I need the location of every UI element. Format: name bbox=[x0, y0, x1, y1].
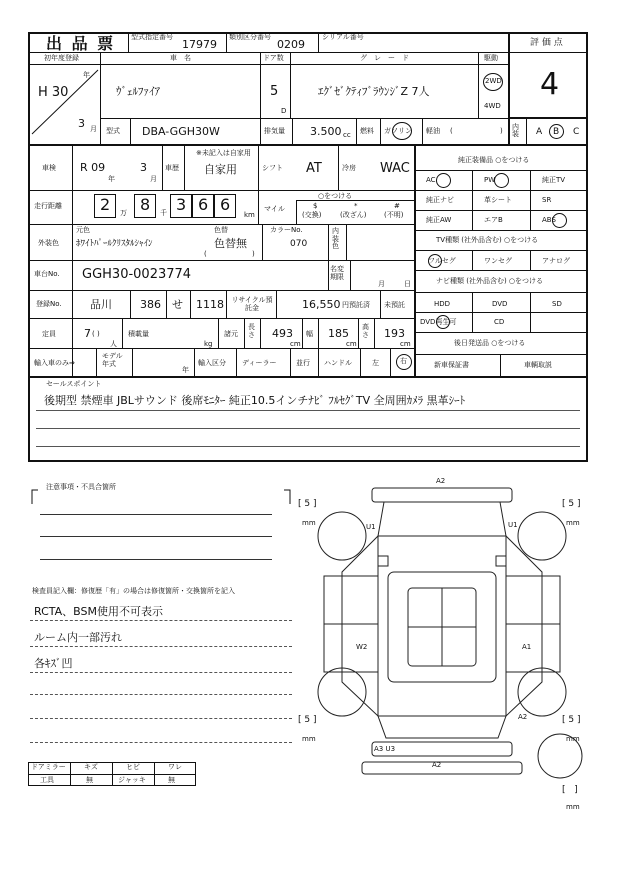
capacity-unit: 人 bbox=[110, 340, 117, 348]
mark-front-bumper: A2 bbox=[436, 477, 446, 485]
mm-unit-top-left: mm bbox=[302, 519, 316, 527]
mileage-digit-1: 2 bbox=[100, 195, 111, 214]
serial-number-label: シリアル番号 bbox=[322, 33, 364, 41]
import-category-label: 輸入区分 bbox=[198, 359, 226, 367]
mileage-label: 走行距離 bbox=[34, 202, 62, 210]
capacity-value: 7 bbox=[84, 327, 91, 340]
model-value: DBA-GGH30W bbox=[142, 125, 220, 138]
parts-value-3: ジャッキ bbox=[118, 776, 146, 784]
reg-kana: せ bbox=[172, 298, 183, 311]
height-value: 193 bbox=[384, 327, 405, 340]
drive-label: 駆動 bbox=[484, 54, 498, 62]
reg-class: 386 bbox=[140, 298, 161, 311]
history-label: 車歴 bbox=[165, 164, 179, 172]
load-unit: kg bbox=[204, 340, 213, 348]
parts-header-4: ワレ bbox=[168, 763, 182, 771]
mark-rear-bumper: A2 bbox=[432, 761, 442, 769]
history-value: 自家用 bbox=[204, 163, 237, 176]
unknown-symbol: # bbox=[394, 202, 400, 210]
equipment-item-2-1: エアB bbox=[484, 216, 503, 224]
navi-sd: SD bbox=[552, 300, 562, 308]
new-color-label: 色替 bbox=[214, 226, 228, 234]
history-note: ※未記入は自家用 bbox=[196, 149, 251, 157]
interior-score-label: 内装 bbox=[512, 123, 519, 138]
mm-bracket-bottom-right: [ 5 ] bbox=[562, 715, 581, 725]
chassis-label: 車台No. bbox=[34, 270, 60, 278]
mm-bracket-spare: [ ] bbox=[562, 785, 578, 795]
equipment-item-1-0: 純正ナビ bbox=[426, 196, 454, 204]
height-unit: cm bbox=[400, 340, 411, 348]
inspection-month-suffix: 月 bbox=[150, 175, 157, 183]
mark-right-side: A1 bbox=[522, 643, 532, 651]
grade-label: グ レ ー ド bbox=[360, 54, 409, 62]
later-shipment-title: 後日発送品 ○をつける bbox=[454, 339, 526, 347]
diesel-paren-close: ) bbox=[500, 127, 503, 135]
equipment-title: 純正装備品 ○をつける bbox=[458, 156, 530, 164]
sales-point-label: セールスポイント bbox=[46, 380, 102, 388]
capacity-paren: ( ) bbox=[92, 330, 100, 338]
equipment-item-0-2: 純正TV bbox=[542, 176, 566, 184]
inspection-label: 車検 bbox=[42, 164, 56, 172]
navi-cd: CD bbox=[494, 318, 505, 326]
exchange-label: (交換) bbox=[302, 211, 322, 219]
length-value: 493 bbox=[272, 327, 293, 340]
mm-unit-top-right: mm bbox=[566, 519, 580, 527]
year-suffix: 年 bbox=[83, 71, 90, 79]
recycle-label: リサイクル預託金 bbox=[231, 296, 273, 313]
doors-value: 5 bbox=[270, 84, 279, 99]
mark-right-rear: A2 bbox=[518, 713, 528, 721]
model-year-unit: 年 bbox=[182, 366, 189, 374]
parts-value-1: 工具 bbox=[40, 776, 54, 784]
first-reg-month: 3 bbox=[78, 117, 85, 130]
first-reg-label: 初年度登録 bbox=[44, 54, 79, 62]
color-code-value: 070 bbox=[290, 239, 308, 249]
length-label: 長さ bbox=[248, 323, 255, 339]
mark-right-front-wheel: U1 bbox=[508, 521, 518, 529]
notes-bracket bbox=[26, 484, 296, 574]
equipment-item-0-1: PW bbox=[484, 176, 496, 184]
name-change-day: 日 bbox=[404, 280, 411, 288]
tv-type-title: TV種類 (社外品含む) ○をつける bbox=[436, 236, 539, 244]
reg-number: 1118 bbox=[196, 298, 224, 311]
inspection-year-suffix: 年 bbox=[108, 175, 115, 183]
form-number-value: 17979 bbox=[182, 38, 217, 51]
fuel-diesel: 軽油 bbox=[426, 127, 440, 135]
chassis-value: GGH30-0023774 bbox=[82, 267, 192, 282]
score-value: 4 bbox=[540, 67, 560, 102]
parts-value-2: 無 bbox=[86, 776, 93, 784]
mileage-digit-4: 6 bbox=[198, 195, 209, 214]
capacity-label: 定員 bbox=[42, 330, 56, 338]
interior-score-a: A bbox=[536, 127, 543, 137]
specs-label: 諸元 bbox=[224, 330, 238, 338]
equipment-item-0-0: AC bbox=[426, 176, 436, 184]
new-color-value: 色替無 bbox=[214, 237, 247, 250]
recycle-unit: 円預託済 bbox=[342, 301, 370, 309]
width-value: 185 bbox=[328, 327, 349, 340]
mile-label: マイル bbox=[264, 205, 285, 213]
form-title: 出 品 票 bbox=[46, 34, 116, 53]
recycle-value: 16,550 bbox=[302, 298, 341, 311]
handle-right: 右 bbox=[400, 357, 407, 365]
original-color-value: ﾎﾜｲﾄﾊﾟｰﾙｸﾘｽﾀﾙｼｬｲﾝ bbox=[76, 239, 153, 249]
mileage-unit: km bbox=[244, 211, 255, 219]
color-code-label: カラーNo. bbox=[270, 226, 303, 234]
mileage-sen: 千 bbox=[160, 209, 167, 217]
displacement-label: 排気量 bbox=[264, 127, 285, 135]
new-color-paren-close: ) bbox=[252, 250, 255, 258]
inspector-label: 検査員記入欄：修復歴「有」の場合は修復箇所・交換箇所を記入 bbox=[32, 587, 235, 595]
mm-unit-bottom-right: mm bbox=[566, 735, 580, 743]
interior-score-c: C bbox=[573, 127, 580, 137]
tv-item-oneseg: ワンセグ bbox=[484, 257, 512, 265]
width-unit: cm bbox=[346, 340, 357, 348]
interior-color-label: 内装色 bbox=[332, 227, 339, 251]
tampered-symbol: * bbox=[354, 202, 358, 210]
parts-header-2: キズ bbox=[84, 763, 98, 771]
equipment-item-2-2: ABS bbox=[542, 216, 556, 224]
original-color-label: 元色 bbox=[76, 226, 90, 234]
note-line-3: 各ｷｽﾞ凹 bbox=[34, 657, 73, 670]
score-label: 評 価 点 bbox=[530, 38, 563, 48]
inspection-month: 3 bbox=[140, 161, 147, 174]
shift-label: シフト bbox=[262, 164, 283, 172]
name-change-month: 月 bbox=[378, 280, 385, 288]
equipment-circle-0-0 bbox=[436, 173, 451, 188]
height-label: 高さ bbox=[362, 323, 369, 339]
model-year-label: モデル年式 bbox=[102, 352, 123, 368]
parts-value-4: 無 bbox=[168, 776, 175, 784]
mark-left-front-wheel: U1 bbox=[366, 523, 376, 531]
import-label: 輸入車のみ⇒ bbox=[34, 359, 75, 367]
reg-label: 登録No. bbox=[36, 300, 62, 308]
tv-item-analog: アナログ bbox=[542, 257, 570, 265]
class-number-value: 0209 bbox=[277, 38, 305, 51]
inspection-value: R 09 bbox=[80, 161, 106, 174]
notes-label: 注意事項・不具合箇所 bbox=[46, 483, 116, 491]
mark-left-side: W2 bbox=[356, 643, 368, 651]
reg-area: 品川 bbox=[90, 298, 112, 311]
interior-score-b: B bbox=[553, 127, 560, 137]
equipment-item-1-2: SR bbox=[542, 196, 552, 204]
drive-4wd: 4WD bbox=[484, 102, 501, 110]
mileage-digit-3: 3 bbox=[176, 195, 187, 214]
model-label: 型式 bbox=[106, 127, 120, 135]
navi-hdd: HDD bbox=[434, 300, 451, 308]
displacement-unit: cc bbox=[343, 131, 351, 139]
import-dealer: ディーラー bbox=[242, 359, 277, 367]
note-line-1: RCTA、BSM使用不可表示 bbox=[34, 605, 163, 618]
mm-unit-spare: mm bbox=[566, 803, 580, 811]
form-number-label: 型式指定番号 bbox=[131, 33, 173, 41]
car-damage-diagram bbox=[292, 476, 592, 816]
mm-bracket-top-left: [ 5 ] bbox=[298, 499, 317, 509]
new-color-paren-open: ( bbox=[204, 250, 207, 258]
mark-rear-left: A3 U3 bbox=[374, 745, 396, 753]
ac-value: WAC bbox=[380, 161, 410, 176]
note-line-2: ルーム内一部汚れ bbox=[34, 631, 122, 644]
first-reg-era: H 30 bbox=[38, 85, 69, 100]
month-suffix: 月 bbox=[90, 125, 97, 133]
exterior-color-label: 外装色 bbox=[38, 239, 59, 247]
mileage-digit-5: 6 bbox=[220, 195, 231, 214]
ac-label: 冷房 bbox=[342, 164, 356, 172]
tampered-label: (改ざん) bbox=[340, 211, 367, 219]
car-name-value: ｳﾞｪﾙﾌｧｲｱ bbox=[116, 85, 160, 98]
diesel-paren: ( bbox=[450, 127, 453, 135]
mileage-digit-2: 8 bbox=[140, 195, 151, 214]
handle-label: ハンドル bbox=[324, 359, 352, 367]
shift-value: AT bbox=[306, 161, 322, 176]
doors-label: ドア数 bbox=[263, 54, 284, 62]
doors-d: D bbox=[281, 107, 287, 115]
mileage-man: 万 bbox=[120, 209, 127, 217]
exchange-symbol: $ bbox=[313, 202, 318, 210]
displacement-value: 3.500 bbox=[310, 125, 342, 138]
width-label: 幅 bbox=[306, 330, 313, 338]
mm-unit-bottom-left: mm bbox=[302, 735, 316, 743]
grade-value: ｴｸﾞｾﾞｸﾃｨﾌﾞﾗｳﾝｼﾞZ 7人 bbox=[318, 85, 430, 98]
drive-2wd: 2WD bbox=[485, 77, 502, 85]
mileage-circle-label: ○をつける bbox=[318, 192, 353, 200]
fuel-gasoline: ガソリン bbox=[384, 127, 412, 135]
mm-bracket-top-right: [ 5 ] bbox=[562, 499, 581, 509]
unknown-label: (不明) bbox=[384, 211, 404, 219]
tv-item-fullseg: フルセグ bbox=[428, 257, 456, 265]
mm-bracket-bottom-left: [ 5 ] bbox=[298, 715, 317, 725]
equipment-circle-0-1 bbox=[494, 173, 509, 188]
sales-point-text: 後期型 禁煙車 JBLサウンド 後席ﾓﾆﾀｰ 純正10.5インチﾅﾋﾞ ﾌﾙｾｸﾞTV 全周囲ｶﾒﾗ 黒革ｼｰﾄ bbox=[44, 394, 466, 407]
parts-header-1: ドアミラー bbox=[31, 763, 66, 771]
later-warranty: 新車保証書 bbox=[434, 361, 469, 369]
class-number-label: 類別区分番号 bbox=[229, 33, 271, 41]
length-unit: cm bbox=[290, 340, 301, 348]
load-label: 積載量 bbox=[128, 330, 149, 338]
equipment-item-1-1: 革シート bbox=[484, 196, 512, 204]
handle-left: 左 bbox=[372, 359, 379, 367]
import-parallel: 並行 bbox=[296, 359, 310, 367]
recycle-unpaid: 未預託 bbox=[384, 301, 405, 309]
navi-dvd-play: DVD再生可 bbox=[420, 318, 457, 326]
car-name-label: 車 名 bbox=[170, 54, 191, 62]
fuel-label: 燃料 bbox=[360, 127, 374, 135]
parts-header-3: ヒビ bbox=[126, 763, 140, 771]
later-manual: 車輌取説 bbox=[524, 361, 552, 369]
name-change-label: 名変期限 bbox=[330, 265, 344, 282]
navi-type-title: ナビ種類 (社外品含む) ○をつける bbox=[436, 277, 544, 285]
navi-dvd: DVD bbox=[492, 300, 508, 308]
equipment-item-2-0: 純正AW bbox=[426, 216, 452, 224]
